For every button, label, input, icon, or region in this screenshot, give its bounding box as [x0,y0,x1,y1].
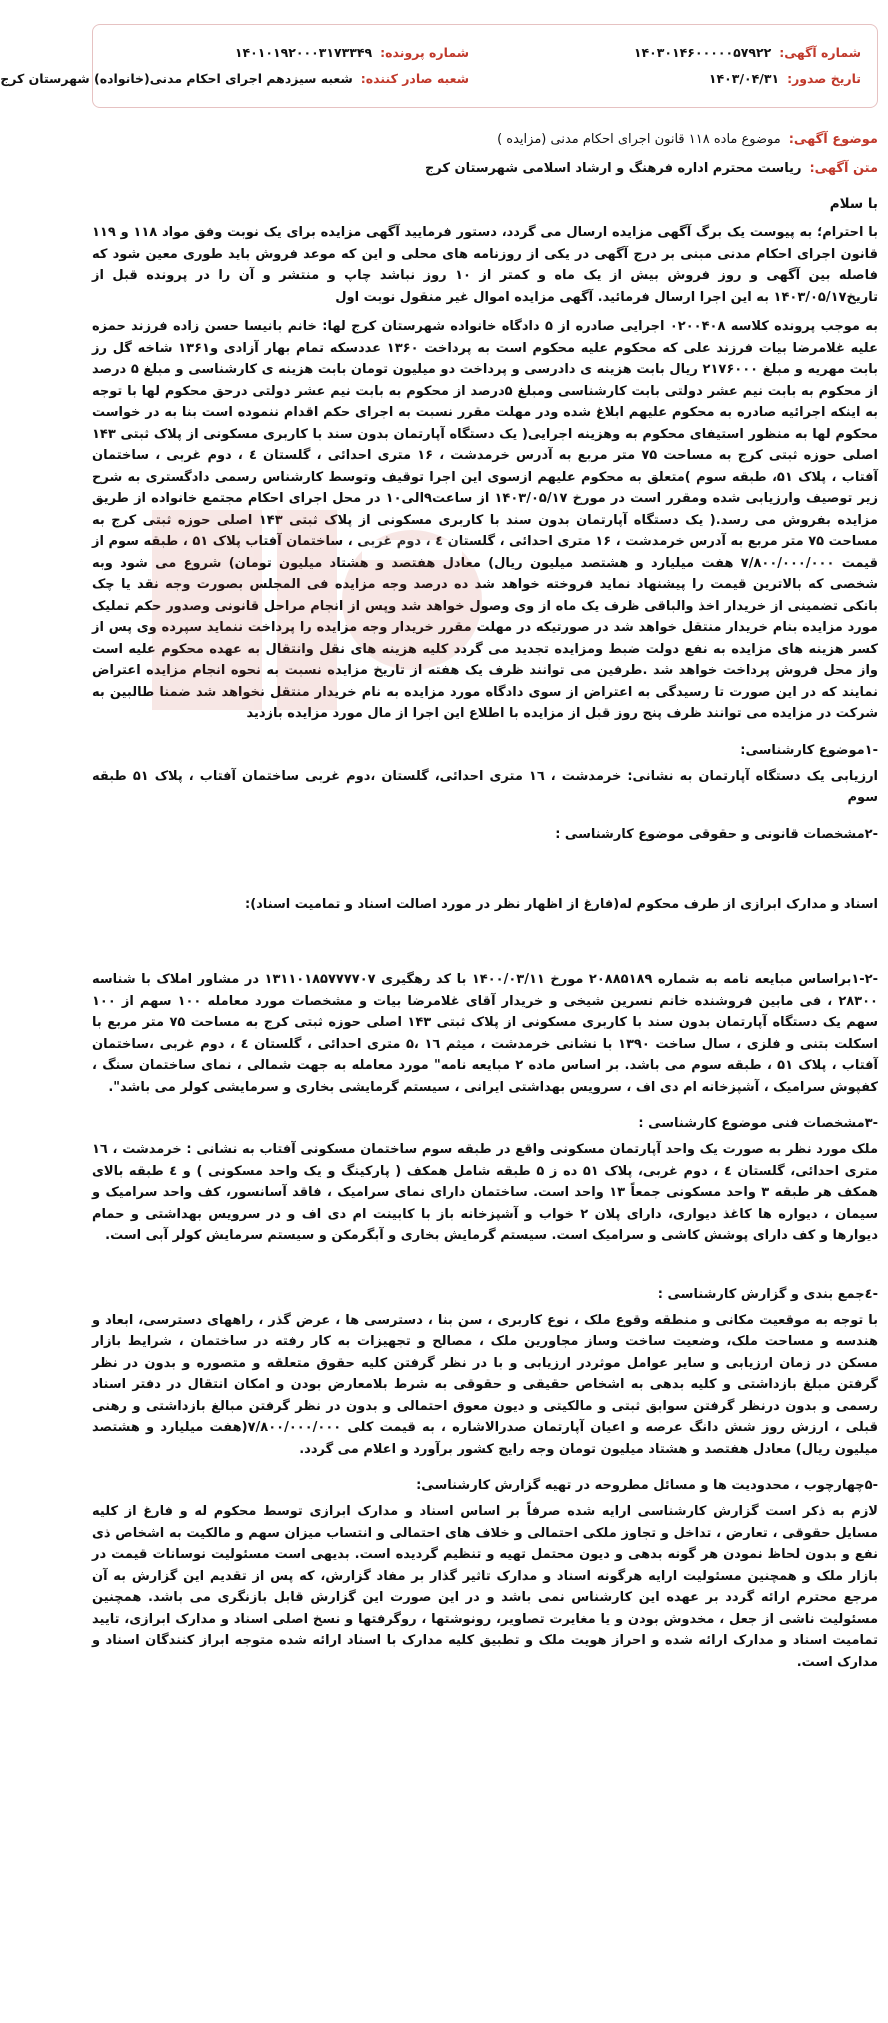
section-2-subtitle: اسناد و مدارک ابرازی از طرف محکوم له(فارغ از اظهار نظر در مورد اصالت اسناد و تمامیت اسناد): [245,896,878,912]
section-2-title: -۲مشخصات قانونی و حقوقی موضوع کارشناسی : [555,826,878,842]
subject-value: موضوع ماده ۱۱۸ قانون اجرای احکام مدنی (مزایده ) [497,132,781,147]
file-number [109,45,469,60]
ad-header [0,24,878,108]
section-1-text: ارزیابی یک دستگاه آپارتمان به نشانی: خرمدشت ، ۱٦ متری احدائی، گلستان ،دوم غربی ساختمان آفتاب ، پلاک ۵۱ طبقه سوم [92,768,879,805]
section-5-text: لازم به ذکر است گزارش کارشناسی ارایه شده صرفاً بر اساس اسناد و مدارک ابرازی توسط محکوم له و فارغ از کلیه مسایل حقوقی ، تعارض ، تداخل و تجاوز ملکی احتمالی و خلاف های احتمالی و انتساب میزان سهم و مالکیت به اشخاص ذی نفع و بدون لحاظ نمودن هر گونه بدهی و دیون محتمل تهیه و تنظیم گردیده است. بدیهی است مسئولیت نوسانات قیمت در بازار ملک و همچنین مسئولیت ارایه هرگونه اسناد و مدارک تاثیر گذار بر مفاد گزارش، که پس از تقدیم این گزارش به آن مرجع محترم ارائه گردد بر عهده این کارشناس نمی باشد و در این صورت این گزارش قابل بازنگری می باشد. همچنین مسئولیت ناشی از جعل ، مخدوش بودن و یا مغایرت تصاویر، رونوشتها ، روگرفتها و نسخ اصلی اسناد و مدارک ابرازی، تایید تمامیت اسناد و مدارک ارائه شده و احراز هویت ملک و تطبیق کلیه مدارک با اسناد ارائه شده متوجه ابراز کنندگان اسناد و مدارک است. [92,1504,878,1670]
ad-number-value: ۱۴۰۳۰۱۴۶۰۰۰۰۰۵۷۹۲۲ [633,44,772,60]
section-5-title: -۵چهارچوب ، محدودیت ها و مسائل مطروحه در تهیه گزارش کارشناسی: [416,1478,878,1493]
header-row-1 [109,39,861,65]
section-4-text: با توجه به موقعیت مکانی و منطقه وقوع ملک ، نوع کاربری ، سن بنا ، دسترسی ها ، عرض گذر ، راههای دسترسی، ابعاد و هندسه و مساحت ملک، وضعیت ساخت وساز مجاورین ملک ، مصالح و تجهیزات به کار رفته در ساختمان ، شرایط بازار مسکن در زمان ارزیابی و سایر عوامل موثردر ارزیابی و با در نظر گرفتن کلیه حقوق متعلقه و متصوره و بدون در نظر گرفتن مبلغ بازداشتی و کلیه بدهی به اشخاص حقیقی و حقوقی به شرط بلامعارض بودن و امکان انتقال در دفتر اسناد رسمی و بدون درنظر گرفتن سوابق ثبتی و مالکیتی و دیون معوق احتمالی و بدون در نظر گرفتن مبالغ بازداشتی و رهنی قبلی ، ارزش روز شش دانگ عرصه و اعیان آپارتمان صدرالاشاره ، به قیمت کلی ۷/۸۰۰/۰۰۰/۰۰۰(هفت میلیارد و هشتصد میلیون ریال) معادل هفتصد و هشتاد میلیون تومان وجه رایج کشور برآورد و اعلام می گردد. [92,1312,879,1457]
body-label: متن آگهی: [809,161,878,176]
greeting: با سلام [829,196,878,212]
spacer [92,848,878,886]
file-number-value: ۱۴۰۱۰۱۹۲۰۰۰۳۱۷۳۳۴۹ [234,44,373,60]
section-3-text: ملک مورد نظر به صورت یک واحد آپارتمان مسکونی واقع در طبقه سوم ساختمان مسکونی آفتاب به نشانی : خرمدشت ، ۱٦ متری احدائی، گلستان ٤ ، دوم غربی، پلاک ۵۱ ده ز ۵ طبقه شامل همکف ( پارکینگ و یک واحد مسکونی ) و ٤ طبقه بالای همکف هر طبقه ۳ واحد مسکونی جمعاً ۱۳ واحد است. ساختمان دارای نمای سرامیک ، فاقد آسانسور، کف واحد سرامیک و سیمان ، دیواره ها کاغذ دیواری، دارای پلان ۲ خواب و آشپزخانه باز با کابینت ام دی اف و در سرویس بهداشتی و حمام دیوارها و کف دارای پوشش کاشی و سرامیک است. سیستم گرمایش بخاری و آبگرمکن و سیستم سرمایش کولر آبی است. [92,1142,878,1243]
issuer-label: شعبه صادر کننده: [360,70,469,86]
issuer [0,70,469,86]
section-1-title: -۱موضوع کارشناسی: [740,742,878,758]
section-2-text: -۱-۲براساس مبایعه نامه به شماره ۲۰۸۸۵۱۸۹ مورخ ۱۴۰۰/۰۳/۱۱ با کد رهگیری ۱۳۱۱۰۱۸۵۷۷۷۷۰۷ در مشاور املاک با شناسه ۲۸۳۰۰ ، فی مابین فروشنده خانم نسرین شیخی و خریدار آقای غلامرضا بیات و مشخصات مورد معامله ۱۰۰ سهم از ۱۰۰ سهم یک دستگاه آپارتمان بدون سند با کاربری مسکونی از پلاک ثبتی ۱۴۳ اصلی حوزه ثبتی کرج به مساحت ۷۵ متر مربع با اسکلت بتنی و فلزی ، سال ساخت ۱۳۹۰ با نشانی خرمدشت ، میثم ۱٦ ،۵ متری احدائی ، گلستان ٤ ، دوم غربی ،ساختمان آفتاب ، پلاک ۵۱ ، طبقه سوم می باشد. بر اساس ماده ۲ مبایعه نامه" مورد معامله به جهت شمالی ، نمای ساختمان سنگ ، کفپوش سرامیک ، آشپزخانه ام دی اف ، سرویس بهداشتی ایرانی ، سیستم گرمایشی بخاری و سرمایشی کولر می باشد". [92,972,878,1095]
subject-line [92,132,878,147]
subject-label: موضوع آگهی: [788,132,878,147]
header-row-2 [0,65,861,91]
section-4-title: -٤جمع بندی و گزارش کارشناسی : [657,1286,878,1302]
ad-number [481,45,861,60]
spacer [92,1255,878,1269]
spacer [92,923,878,961]
paragraph-intro: با احترام؛ به پیوست یک برگ آگهی مزایده ارسال می گردد، دستور فرمایید آگهی مزایده برای یک نوبت وفق مواد ۱۱۸ و ۱۱۹ قانون اجرای احکام مدنی مبنی بر درج آگهی در یکی از روزنامه های محلی و این که موعد فروش باید طوری معین شود که فاصله بین آگهی و روز فروش بیش از یک ماه و کمتر از ۱۰ روز نباشد چاپ و منتشر و آن را در پرونده قبل از تاریخ۱۴۰۳/۰۵/۱۷ به این اجرا ارسال فرمائید. آگهی مزایده اموال غیر منقول نوبت اول [92,225,878,305]
issue-date [481,71,861,86]
issuer-value: شعبه سیزدهم اجرای احکام مدنی(خانواده) شهرستان کرج [0,70,353,86]
document-page [0,10,879,2013]
paragraph-case: به موجب پرونده کلاسه ۰۲۰۰۴۰۸ اجرایی صادره از ۵ دادگاه خانواده شهرستان کرج لها: خانم بانیسا حسن زاده فرزند حمزه علیه غلامرضا بیات فرزند علی که محکوم علیه محکوم است به پرداخت ۱۳۶۰ عددسکه تمام بهار آزادی و۱۳۶۱ شاخه گل رز بابت مهریه و مبلغ ۲۱۷۶۰۰۰ ریال بابت هزینه ی دادرسی و پرداخت دو میلیون تومان بابت هزینه ی کارشناسی و مبلغ ۵ درصد از محکوم به بابت نیم عشر دولتی بابت کارشناسی ومبلغ ۵درصد از محکوم به بابت نیم عشر دولتی درحق محکوم لها با توجه به اینکه اجرائیه صادره به محکوم علیهم ابلاغ شده ودر مهلت مقرر نسبت به اجرای حکم اقدام ننموده است بنا به در خواست محکوم لها به منظور استیفای محکوم به وهزینه اجرایی( یک دستگاه آپارتمان بدون سند با کاربری مسکونی از پلاک ثبتی ۱۴۳ اصلی حوزه ثبتی کرج به مساحت ۷۵ متر مربع به آدرس خرمدشت ، ۱۶ متری احدائی ، گلستان ٤ ، دوم غربی ، ساختمان آفتاب ، پلاک ۵۱، طبقه سوم )متعلق به محکوم علیهم ازسوی این اجرا توقیف وتوسط کارشناس رسمی دادگستری به شرح زیر توصیف وارزیابی شده ومقرر است در مورخ ۱۴۰۳/۰۵/۱۷ از ساعت۹الی۱۰ در محل اجرای احکام مجتمع خانواده از طریق مزایده بفروش می رسد.( یک دستگاه آپارتمان بدون سند با کاربری مسکونی از پلاک ثبتی ۱۴۳ اصلی حوزه ثبتی کرج به مساحت ۷۵ متر مربع به آدرس خرمدشت ، ۱۶ متری احدائی ، گلستان ٤ ، دوم غربی ، ساختمان آفتاب پلاک ۵۱ ، طبقه سوم از قیمت ۷/۸۰۰/۰۰۰/۰۰۰ هفت میلیارد و هشتصد میلیون ریال) معادل هفتصد و هشتاد میلیون تومان) شروع می شود وبه شخصی که بالاترین قیمت را پیشنهاد نماید فروخته خواهد شد ده درصد وجه مزایده فی المجلس بصورت وجه نقد یا چک بانکی تضمینی از خریدار اخذ والباقی ظرف یک ماه از وی وصول خواهد شد وپس از انجام مراحل قانونی وصدور حکم تملیک مورد مزایده بنام خریدار منتقل خواهد شد در صورتیکه در مهلت مقرر خریدار وجه مزایده را پرداخت ننماید سپرده وی پس از کسر هزینه های مزایده به نفع دولت ضبط ومزایده تجدید می گردد کلیه هزینه های نقل وانتقال به عهده محکوم علیه است واز محل فروش پرداخت خواهد شد .طرفین می توانند ظرف یک هفته از تاریخ مزایده نسبت به نحوه انجام مزایده اعتراض نمایند که در این صورت تا رسیدگی به اعتراض از سوی دادگاه مورد مزایده به نام خریدار منتقل نخواهد شد ضمنا طالبین به شرکت در مزایده می توانند ظرف پنج روز قبل از مزایده با اطلاع این اجرا از مال مورد مزایده بازدید [92,319,879,721]
body-heading: ریاست محترم اداره فرهنگ و ارشاد اسلامی شهرستان کرج [424,161,802,176]
file-number-label: شماره پرونده: [380,44,469,60]
issue-date-label: تاریخ صدور: [787,70,861,86]
issue-date-value: ۱۴۰۳/۰۴/۳۱ [708,70,780,86]
section-3-title: -۳مشخصات فنی موضوع کارشناسی : [638,1116,878,1131]
ad-number-label: شماره آگهی: [779,44,861,60]
body-heading-line [92,161,878,176]
